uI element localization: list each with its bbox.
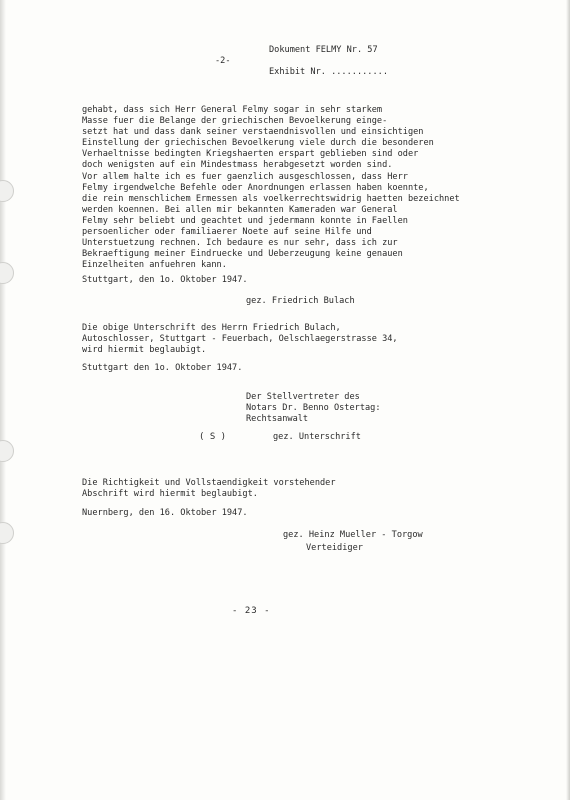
page-number: - 23 - — [232, 606, 271, 616]
defense-signature: gez. Heinz Mueller - Torgow — [283, 530, 423, 540]
body-line: Verhaeltnisse bedingten Kriegshaerten erspart geblieben sind oder — [82, 149, 419, 160]
declarant-signature: gez. Friedrich Bulach — [246, 296, 355, 306]
body-line: Einstellung der griechischen Bevoelkerung viele durch die besonderen — [82, 138, 434, 149]
body-line: gehabt, dass sich Herr General Felmy sogar in sehr starkem — [82, 105, 383, 115]
body-line: Bekraeftigung meiner Eindruecke und Ueberzeugung keine genauen — [82, 249, 403, 260]
body-line: Felmy sehr beliebt und geachtet und jedermann konnte in Faellen — [82, 215, 408, 226]
certification-line: Die Richtigkeit und Vollstaendigkeit vorstehender — [82, 478, 336, 488]
body-line: doch wenigsten auf ein Mindestmass herabgesetzt worden sind. — [82, 160, 393, 171]
punch-hole — [0, 440, 14, 462]
body-line: die rein menschlichem Ermessen als voelkerrechtswidrig haetten bezeichnet — [82, 193, 460, 204]
document-label: Dokument FELMY Nr. 57 — [269, 45, 378, 55]
page-marker: -2- — [215, 56, 231, 66]
defense-role: Verteidiger — [306, 543, 363, 553]
notary-line: Der Stellvertreter des — [246, 392, 360, 402]
punch-hole — [0, 522, 14, 544]
exhibit-label: Exhibit Nr. ........... — [269, 67, 388, 77]
body-line: Masse fuer die Belange der griechischen Bevoelkerung einge- — [82, 116, 388, 127]
body-line: werden koennen. Bei allen mir bekannten Kameraden war General — [82, 204, 398, 215]
certification-line: Die obige Unterschrift des Herrn Friedrich Bulach, — [82, 323, 341, 333]
punch-hole — [0, 262, 14, 284]
notary-line: Notars Dr. Benno Ostertag: — [246, 403, 381, 414]
body-line: persoenlicher oder familiaerer Noete auf seine Hilfe und — [82, 227, 372, 238]
notary-signature: gez. Unterschrift — [273, 432, 361, 442]
certification-1-text — [82, 323, 398, 356]
certification-2-place-date: Nuernberg, den 16. Oktober 1947. — [82, 508, 248, 518]
declarant-place-date: Stuttgart, den 1o. Oktober 1947. — [82, 275, 248, 285]
certification-1-place-date: Stuttgart den 1o. Oktober 1947. — [82, 363, 243, 373]
body-line: setzt hat und dass dank seiner verstaendnisvollen und einsichtigen — [82, 127, 424, 138]
certification-line: Autoschlosser, Stuttgart - Feuerbach, Oelschlaegerstrasse 34, — [82, 334, 398, 345]
certification-line: wird hiermit beglaubigt. — [82, 345, 207, 356]
body-line: Unterstuetzung rechnen. Ich bedaure es nur sehr, dass ich zur — [82, 238, 398, 249]
punch-hole — [0, 180, 14, 202]
certification-line: Abschrift wird hiermit beglaubigt. — [82, 489, 258, 500]
notary-block — [246, 392, 381, 425]
notary-line: Rechtsanwalt — [246, 414, 309, 425]
statement-paragraph — [82, 105, 460, 271]
certification-2-text — [82, 478, 336, 500]
body-line: Felmy irgendwelche Befehle oder Anordnungen erlassen haben koennte, — [82, 182, 429, 193]
body-line: Einzelheiten anfuehren kann. — [82, 260, 227, 271]
seal-mark: ( S ) — [199, 432, 227, 442]
body-line: Vor allem halte ich es fuer gaenzlich ausgeschlossen, dass Herr — [82, 171, 408, 182]
